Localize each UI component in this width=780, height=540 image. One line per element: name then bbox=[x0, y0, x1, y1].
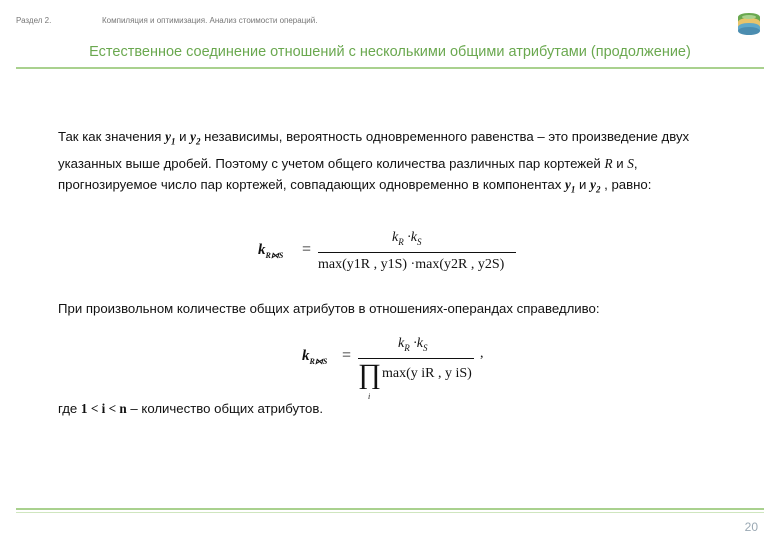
paragraph-3 bbox=[58, 398, 718, 419]
formula-numerator: $k_R \cdot k_S$ bbox=[398, 336, 428, 353]
fraction-bar bbox=[318, 252, 516, 253]
equals-sign: = bbox=[302, 241, 312, 258]
database-logo-icon bbox=[735, 10, 763, 38]
footer-divider bbox=[16, 508, 764, 510]
formula-numerator: $k_R \cdot k_S$ bbox=[392, 230, 422, 247]
text: Так как значения bbox=[58, 129, 166, 144]
text: и bbox=[612, 155, 628, 171]
var-S: S bbox=[627, 155, 634, 171]
product-symbol: ∏ bbox=[358, 359, 382, 390]
product-index: i bbox=[368, 392, 371, 401]
text: и bbox=[175, 129, 191, 144]
slide-title: Естественное соединение отношений с несколькими общими атрибутами (продолжение) bbox=[89, 44, 691, 60]
page-number: 20 bbox=[744, 520, 758, 534]
text: и bbox=[575, 176, 591, 192]
text: , равно: bbox=[600, 176, 652, 192]
slide-content bbox=[58, 126, 720, 426]
var-y2: $y_2$ bbox=[190, 129, 201, 147]
section-subtitle: Компиляция и оптимизация. Анализ стоимости операций. bbox=[102, 16, 318, 25]
var-R: R bbox=[604, 155, 613, 171]
var-y1: $y_1$ bbox=[565, 176, 576, 195]
section-label: Раздел 2. bbox=[16, 16, 52, 25]
index-range: 1 < i < n bbox=[80, 401, 127, 416]
text: где bbox=[58, 401, 81, 416]
var-y1: $y_1$ bbox=[165, 129, 176, 147]
text: независимы, вероятность одновременного равенства – это произведение двух указанных выше дробей. Поэтому с учетом общего количества различных пар кортежей bbox=[58, 129, 690, 171]
footer-divider-thin bbox=[16, 512, 764, 513]
formula-denominator: max(y iR , y iS) bbox=[382, 366, 472, 381]
equals-sign: = bbox=[342, 347, 352, 364]
var-y2: $y_2$ bbox=[590, 176, 601, 195]
formula-lhs: $k_{R⋈S}$ bbox=[302, 348, 328, 366]
text: , прогнозируемое число пар кортежей, совпадающих одновременно в компонентах bbox=[58, 155, 638, 192]
trailing-comma: , bbox=[480, 346, 484, 361]
text: – количество общих атрибутов. bbox=[126, 401, 324, 416]
slide-header bbox=[0, 0, 780, 40]
paragraph-1 bbox=[58, 126, 718, 200]
title-divider bbox=[16, 67, 764, 69]
formula-lhs: $k_{R⋈S}$ bbox=[258, 242, 284, 260]
formula-denominator: max(y1R , y1S) ·max(y2R , y2S) bbox=[318, 257, 505, 272]
paragraph-2: При произвольном количестве общих атрибутов в отношениях-операндах справедливо: bbox=[58, 301, 600, 316]
